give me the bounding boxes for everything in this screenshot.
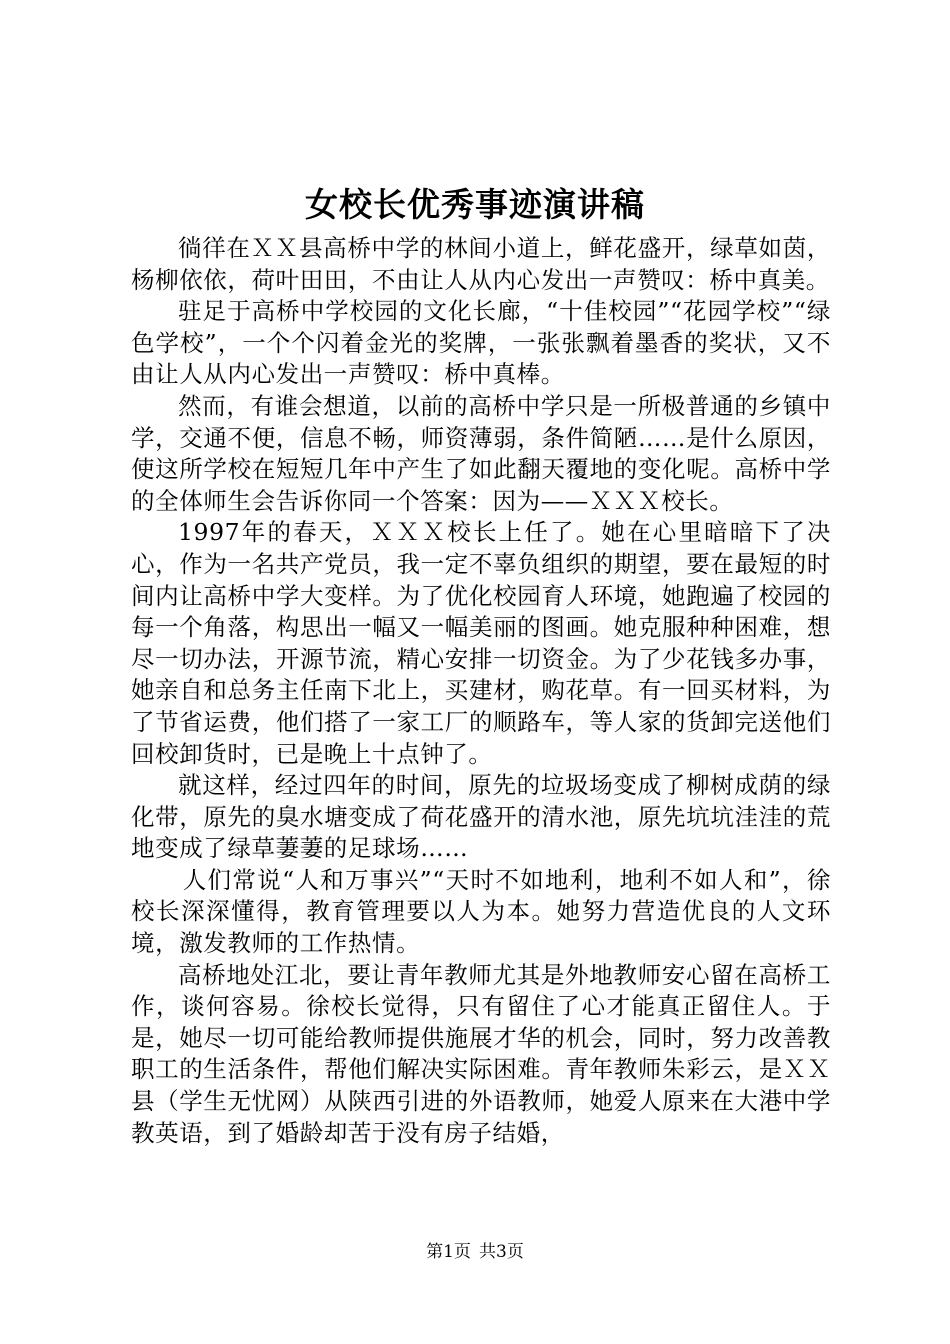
document-body (131, 233, 831, 1149)
paragraph-1: 徜徉在ＸＸ县高桥中学的林间小道上，鲜花盛开，绿草如茵，杨柳依依，荷叶田田，不由让人从内心发出一声赞叹：桥中真美。 (131, 234, 831, 294)
paragraph-3: 然而，有谁会想道，以前的高桥中学只是一所极普通的乡镇中学，交通不便，信息不畅，师资薄弱，条件简陋……是什么原因，使这所学校在短短几年中产生了如此翻天覆地的变化呢。高桥中学的全体师生会告诉你同一个答案：因为——ＸＸＸ校长。 (131, 391, 831, 515)
paragraph-6: 人们常说“人和万事兴”“天时不如地利，地利不如人和”，徐校长深深懂得，教育管理要以人为本。她努力营造优良的人文环境，激发教师的工作热情。 (131, 865, 831, 958)
page-number-current: 第1页 (426, 1242, 471, 1262)
paragraph-2: 驻足于高桥中学校园的文化长廊，“十佳校园”“花园学校”“绿色学校”，一个个闪着金光的奖牌，一张张飘着墨香的奖状，又不由让人从内心发出一声赞叹：桥中真棒。 (131, 297, 831, 389)
page-footer (0, 1241, 950, 1263)
paragraph-4: 1997年的春天，ＸＸＸ校长上任了。她在心里暗暗下了决心，作为一名共产党员，我一定不辜负组织的期望，要在最短的时间内让高桥中学大变样。为了优化校园育人环境，她跑遍了校园的每一个角落，构思出一幅又一幅美丽的图画。她克服种种困难，想尽一切办法，开源节流，精心安排一切资金。为了少花钱多办事，她亲自和总务主任南下北上，买建材，购花草。有一回买材料，为了节省运费，他们搭了一家工厂的顺路车，等人家的货卸完送他们回校卸货时，已是晚上十点钟了。 (131, 518, 831, 768)
document-title: 女校长优秀事迹演讲稿 (305, 185, 645, 224)
page-number-total: 共3页 (479, 1242, 524, 1262)
paragraph-5: 就这样，经过四年的时间，原先的垃圾场变成了柳树成荫的绿化带，原先的臭水塘变成了荷花盛开的清水池，原先坑坑洼洼的荒地变成了绿草萋萋的足球场…… (131, 771, 831, 863)
paragraph-7: 高桥地处江北，要让青年教师尤其是外地教师安心留在高桥工作，谈何容易。徐校长觉得，只有留住了心才能真正留住人。于是，她尽一切可能给教师提供施展才华的机会，同时，努力改善教职工的生活条件，帮他们解决实际困难。青年教师朱彩云，是ＸＸ县（学生无忧网）从陕西引进的外语教师，她爱人原来在大港中学教英语，到了婚龄却苦于没有房子结婚， (131, 960, 831, 1147)
